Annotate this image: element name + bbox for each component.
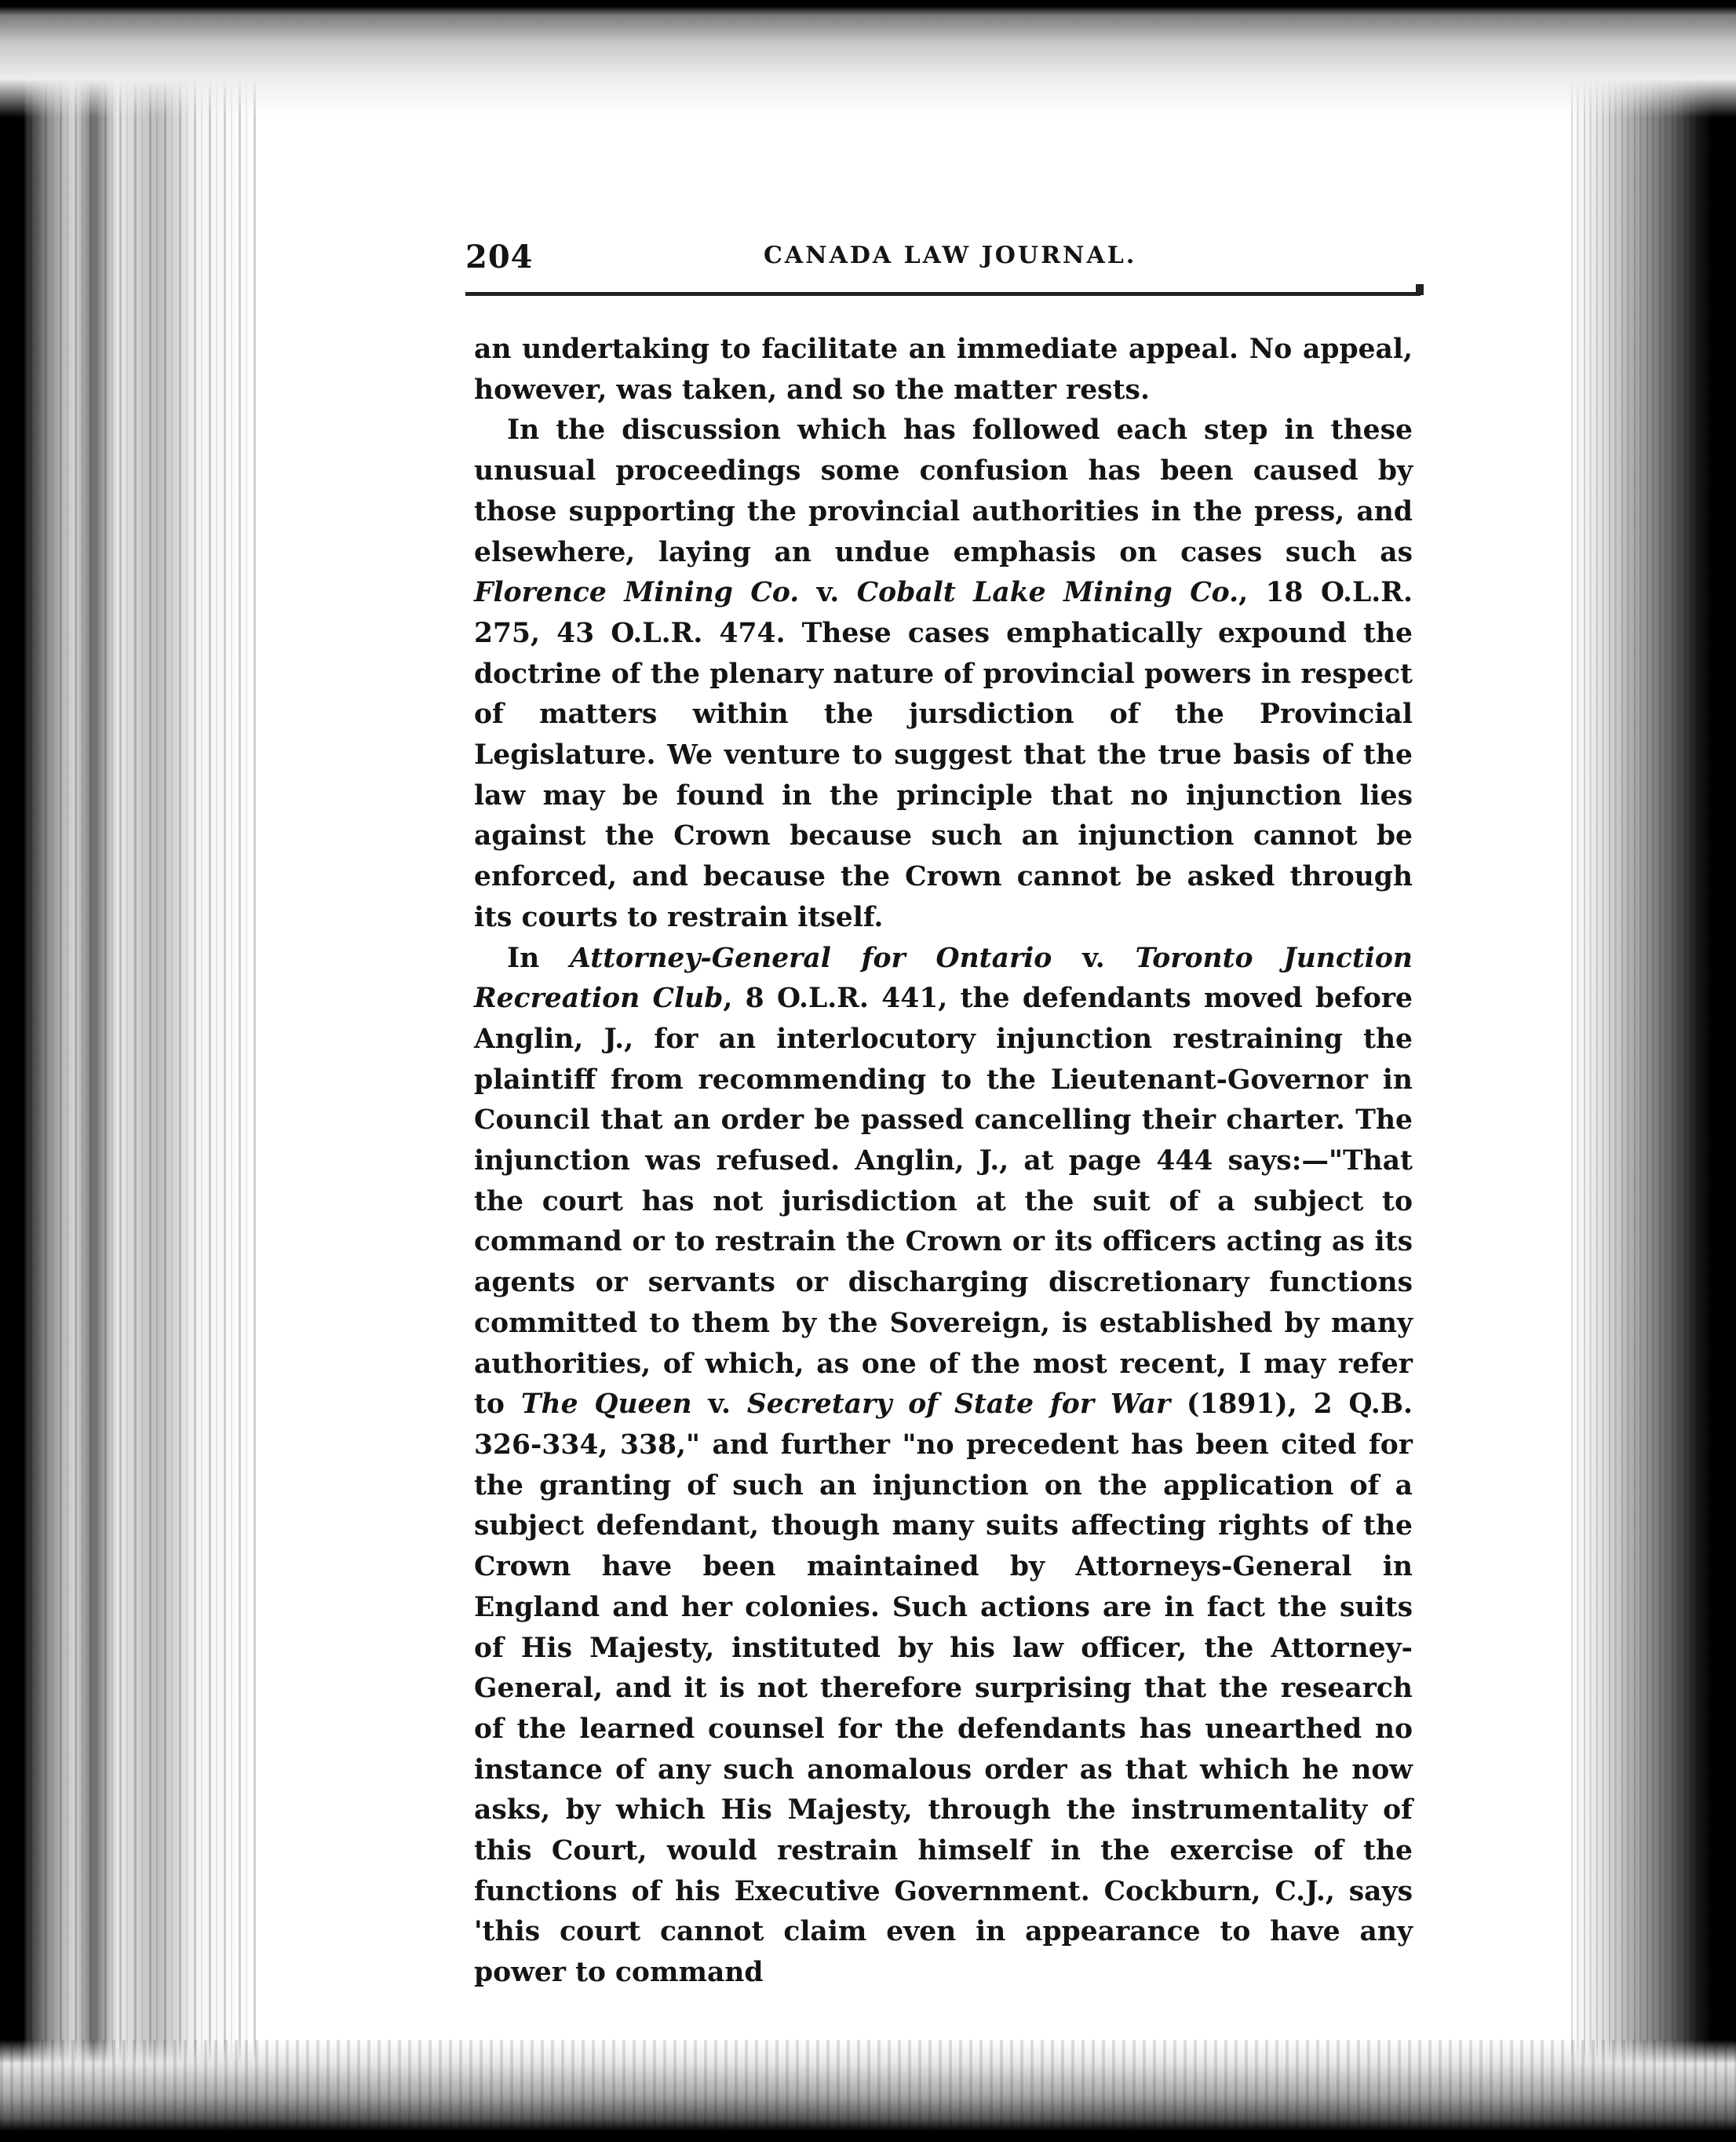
text-run: v. [1052,942,1136,974]
page-number: 204 [465,239,534,276]
case-name: Secretary of State for War [746,1388,1171,1421]
text-run: v. [691,1388,747,1421]
text-run: In the discussion which has followed each step in these unusual proceedings some confusion has been caused by those supporting the provincial authorities in the press, and elsewhere, laying an undue emphasis on cases such as [474,414,1413,568]
paragraph [474,939,1413,1994]
body-text [474,330,1413,1994]
case-name: The Queen [520,1388,692,1421]
text-run: In [507,942,571,974]
text-run: , 18 O.L.R. 275, 43 O.L.R. 474. These cases emphatically expound the doctrine of the plenary nature of provincial powers in respect of matters within the jursdiction of the Provincial Legislature. We venture to suggest that the true basis of the law may be found in the principle that no injunction lies against the Crown because such an injunction cannot be enforced, and because the Crown cannot be asked through its courts to restrain itself. [474,577,1413,933]
text-run: an undertaking to facilitate an immediate appeal. No appeal, however, was taken, and so the matter rests. [474,334,1413,406]
case-name: Cobalt Lake Mining Co. [856,577,1239,609]
text-run: (1891), 2 Q.B. 326-334, 338," and further "no precedent has been cited for the granting of such an injunction on the application of a subject defendant, though many suits affecting rights of the Crown have been maintained by Attorneys-General in England and her colonies. Such actions are in fact the suits of His Majesty, instituted by his law officer, the Attorney-General, and it is not therefore surprising that the research of the learned counsel for the defendants has unearthed no instance of any such anomalous order as that which he now asks, by which His Majesty, through the instrumentality of this Court, would restrain himself in the exercise of the functions of his Executive Government. Cockburn, C.J., says 'this court cannot claim even in appearance to have any power to command [474,1388,1413,1989]
paragraph [474,411,1413,938]
case-name: Florence Mining Co. [474,577,800,609]
case-name: Toronto Junction Recreation Club [474,942,1413,1015]
journal-title: CANADA LAW JOURNAL. [764,242,1137,269]
text-run: v. [799,577,857,609]
text-run: , 8 O.L.R. 441, the defendants moved before Anglin, J., for an interlocutory injunction restraining the plaintiff from recommending to the Lieutenant-Governor in Council that an order be passed cancelling their charter. The injunction was refused. Anglin, J., at page 444 says:—"That the court has not jurisdiction at the suit of a subject to command or to restrain the Crown or its officers acting as its agents or servants or discharging discretionary functions committed to them by the Sovereign, is established by many authorities, of which, as one of the most recent, I may refer to [474,983,1413,1421]
header-rule [465,292,1421,296]
paragraph [474,330,1413,411]
case-name: Attorney-General for Ontario [570,942,1052,974]
running-head [465,235,1421,279]
